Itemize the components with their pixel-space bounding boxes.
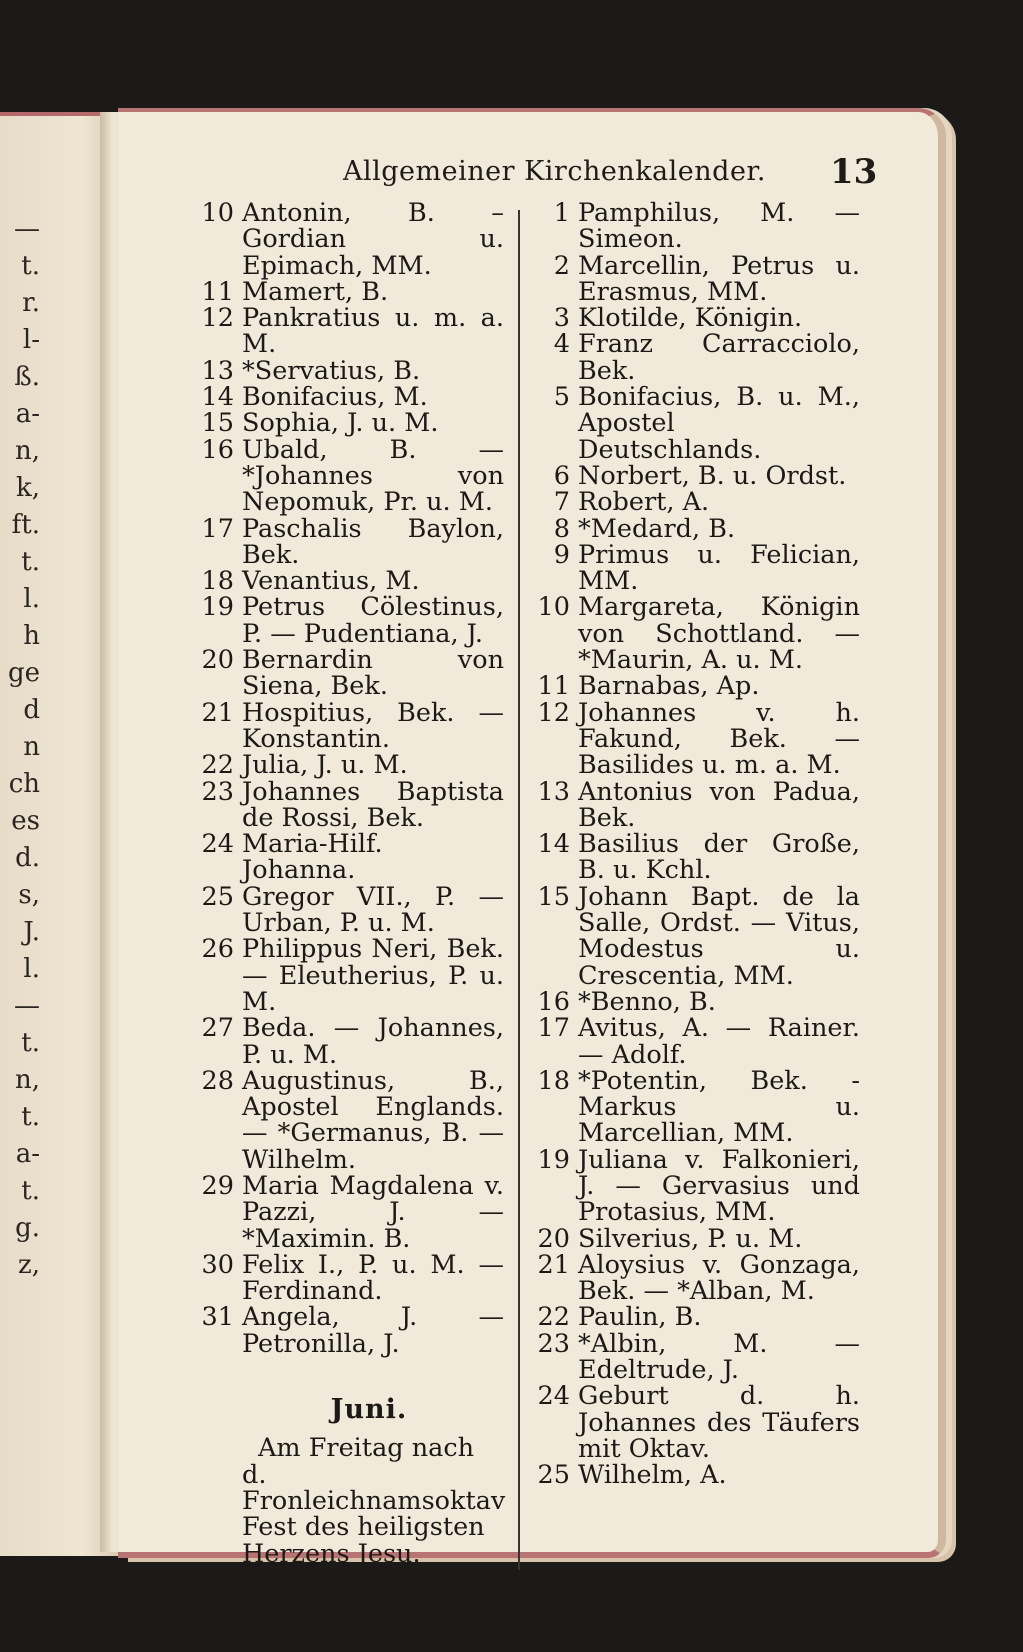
saint-names: Gregor VII., P. — Urban, P. u. M. bbox=[242, 881, 504, 939]
calendar-entry bbox=[530, 1065, 860, 1149]
saint-names: Robert, A. bbox=[578, 487, 710, 518]
day-number: 19 bbox=[201, 592, 234, 623]
day-number: 10 bbox=[201, 198, 234, 228]
day-number: 8 bbox=[553, 513, 570, 544]
calendar-entry bbox=[530, 1328, 860, 1386]
calendar-entry bbox=[530, 1223, 860, 1254]
saint-names: Basilius der Große, B. u. Kchl. bbox=[578, 829, 860, 886]
calendar-entry bbox=[530, 1144, 860, 1228]
day-number: 23 bbox=[201, 776, 234, 807]
page-number: 13 bbox=[830, 152, 878, 192]
saint-names: Paschalis Baylon, Bek. bbox=[242, 513, 504, 570]
saint-names: Philippus Neri, Bek. — Eleutherius, P. u. M. bbox=[242, 934, 504, 1017]
saint-names: Angela, J. — Petronilla, J. bbox=[242, 1302, 504, 1359]
day-number: 2 bbox=[553, 250, 570, 281]
calendar-entry bbox=[530, 250, 860, 307]
calendar-entry bbox=[194, 382, 504, 413]
saint-names: Primus u. Felician, MM. bbox=[578, 539, 860, 597]
calendar-entry bbox=[194, 434, 504, 518]
saint-names: *Potentin, Bek. - Markus u. Marcellian, MM. bbox=[578, 1065, 860, 1149]
calendar-entry bbox=[194, 276, 504, 307]
saint-names: Bonifacius, M. bbox=[242, 382, 428, 413]
day-number: 12 bbox=[537, 697, 570, 728]
calendar-entry bbox=[530, 1249, 860, 1307]
margin-fragment: t. bbox=[21, 1102, 40, 1132]
saint-names: Silverius, P. u. M. bbox=[578, 1223, 803, 1254]
day-number: 16 bbox=[537, 986, 570, 1017]
day-number: 23 bbox=[537, 1328, 570, 1359]
margin-fragment: es bbox=[11, 806, 40, 836]
calendar-entry bbox=[194, 647, 504, 700]
day-number: 4 bbox=[553, 329, 570, 360]
saint-names: Wilhelm, A. bbox=[578, 1460, 727, 1491]
calendar-entry bbox=[194, 594, 504, 647]
saint-names: Paulin, B. bbox=[578, 1302, 702, 1333]
day-number: 24 bbox=[201, 829, 234, 860]
day-number: 20 bbox=[537, 1223, 570, 1254]
month-title-june: Juni. bbox=[330, 1394, 408, 1426]
day-number: 6 bbox=[553, 460, 570, 491]
calendar-entry bbox=[530, 513, 860, 544]
calendar-entry bbox=[194, 750, 504, 781]
left-page-fragments bbox=[0, 116, 40, 1651]
margin-fragment: a- bbox=[15, 399, 40, 429]
page-header: Allgemeiner Kirchenkalender. bbox=[343, 156, 766, 187]
calendar-entry bbox=[530, 303, 860, 334]
day-number: 22 bbox=[201, 750, 234, 781]
margin-fragment: t. bbox=[21, 1028, 40, 1058]
saint-names: Johann Bapt. de la Salle, Ordst. — Vitus, Modestus u. Crescentia, MM. bbox=[578, 881, 860, 991]
may-column bbox=[194, 200, 504, 1567]
calendar-entry bbox=[530, 331, 860, 384]
margin-fragment: s, bbox=[18, 880, 40, 910]
margin-fragment: ch bbox=[8, 769, 40, 799]
saint-names: Mamert, B. bbox=[242, 276, 389, 307]
margin-fragment: t. bbox=[21, 547, 40, 577]
saint-names: Avitus, A. — Rainer. — Adolf. bbox=[578, 1013, 860, 1070]
day-number: 12 bbox=[201, 303, 234, 334]
margin-fragment: l. bbox=[23, 954, 40, 984]
calendar-entry bbox=[530, 460, 860, 491]
saint-names: Beda. — Johannes, P. u. M. bbox=[242, 1013, 504, 1070]
calendar-entry bbox=[194, 305, 504, 358]
saint-names: Felix I., P. u. M. — Ferdinand. bbox=[242, 1249, 504, 1307]
day-number: 18 bbox=[201, 566, 234, 597]
saint-names: Norbert, B. u. Ordst. bbox=[578, 460, 847, 491]
day-number: 26 bbox=[201, 934, 234, 965]
margin-fragment: r. bbox=[22, 288, 40, 318]
day-number: 30 bbox=[201, 1249, 234, 1280]
day-number: 15 bbox=[201, 408, 234, 439]
calendar-entry bbox=[194, 1304, 504, 1357]
saint-names: Venantius, M. bbox=[242, 566, 420, 597]
calendar-entry bbox=[194, 831, 504, 884]
day-number: 17 bbox=[537, 1013, 570, 1044]
margin-fragment: h bbox=[23, 621, 40, 651]
day-number: 24 bbox=[537, 1381, 570, 1412]
margin-fragment: z, bbox=[18, 1250, 40, 1280]
calendar-entry bbox=[530, 200, 860, 253]
calendar-entry bbox=[530, 384, 860, 463]
saint-names: Johannes Baptista de Rossi, Bek. bbox=[242, 776, 504, 833]
saint-names: Hospitius, Bek. — Konstantin. bbox=[242, 697, 504, 754]
saint-names: Maria-Hilf. Johanna. bbox=[242, 829, 383, 886]
saint-names: Klotilde, Königin. bbox=[578, 303, 803, 334]
calendar-entry bbox=[530, 487, 860, 518]
saint-names: *Albin, M. — Edeltrude, J. bbox=[578, 1328, 860, 1386]
margin-fragment: g. bbox=[15, 1213, 40, 1243]
calendar-entry bbox=[530, 1460, 860, 1491]
margin-fragment: t. bbox=[21, 1176, 40, 1206]
margin-fragment: — bbox=[14, 991, 40, 1021]
day-number: 28 bbox=[201, 1065, 234, 1096]
day-number: 19 bbox=[537, 1144, 570, 1175]
saint-names: *Medard, B. bbox=[578, 513, 736, 544]
day-number: 21 bbox=[201, 697, 234, 728]
margin-fragment: d bbox=[23, 695, 40, 725]
calendar-entry bbox=[194, 513, 504, 570]
saint-names: Augustinus, B., Apostel Englands. — *Germanus, B. — Wilhelm. bbox=[242, 1065, 504, 1175]
calendar-entry bbox=[530, 671, 860, 702]
margin-fragment: t. bbox=[21, 251, 40, 281]
day-number: 15 bbox=[537, 881, 570, 912]
saint-names: Petrus Cölestinus, P. — Pudentiana, J. bbox=[242, 592, 504, 649]
calendar-entry bbox=[530, 539, 860, 597]
saint-names: Pankratius u. m. a. M. bbox=[242, 303, 504, 360]
calendar-entry bbox=[530, 1302, 860, 1333]
calendar-entry bbox=[194, 776, 504, 833]
day-number: 11 bbox=[537, 671, 570, 702]
saint-names: Antonius von Padua, Bek. bbox=[578, 776, 860, 833]
day-number: 1 bbox=[553, 198, 570, 228]
saint-names: Ubald, B. — *Johannes von Nepomuk, Pr. u. M. bbox=[242, 434, 504, 518]
saint-names: Franz Carracciolo, Bek. bbox=[578, 329, 860, 386]
calendar-entry bbox=[530, 776, 860, 833]
day-number: 31 bbox=[201, 1302, 234, 1333]
day-number: 3 bbox=[553, 303, 570, 334]
saint-names: Geburt d. h. Johannes des Täufers mit Oktav. bbox=[578, 1381, 860, 1464]
saint-names: Barnabas, Ap. bbox=[578, 671, 760, 702]
day-number: 20 bbox=[201, 645, 234, 676]
calendar-entry bbox=[530, 831, 860, 884]
calendar-entry bbox=[194, 1170, 504, 1254]
saint-names: Bonifacius, B. u. M., Apostel Deutschlands. bbox=[578, 382, 860, 465]
calendar-entry bbox=[530, 697, 860, 781]
margin-fragment: ft. bbox=[11, 510, 40, 540]
saint-names: Juliana v. Falkonieri, J. — Gervasius und Protasius, MM. bbox=[578, 1144, 860, 1228]
calendar-entry bbox=[194, 408, 504, 439]
calendar-entry bbox=[194, 200, 504, 279]
saint-names: Bernardin von Siena, Bek. bbox=[242, 645, 504, 702]
margin-fragment: ß. bbox=[14, 362, 40, 392]
margin-fragment: n bbox=[23, 732, 40, 762]
saint-names: Margareta, Königin von Schottland. — *Maurin, A. u. M. bbox=[578, 592, 860, 676]
margin-fragment: n, bbox=[14, 436, 40, 466]
day-number: 5 bbox=[553, 382, 570, 413]
calendar-entry bbox=[194, 881, 504, 939]
calendar-entry bbox=[194, 1015, 504, 1068]
saint-names: Julia, J. u. M. bbox=[242, 750, 408, 781]
margin-fragment: — bbox=[14, 214, 40, 244]
day-number: 21 bbox=[537, 1249, 570, 1280]
day-number: 17 bbox=[201, 513, 234, 544]
margin-fragment: J. bbox=[23, 917, 40, 947]
day-number: 22 bbox=[537, 1302, 570, 1333]
saint-names: *Servatius, B. bbox=[242, 355, 421, 386]
margin-fragment: l. bbox=[23, 584, 40, 614]
day-number: 14 bbox=[537, 829, 570, 860]
day-number: 25 bbox=[537, 1460, 570, 1491]
day-number: 29 bbox=[201, 1170, 234, 1201]
margin-fragment: n, bbox=[14, 1065, 40, 1095]
saint-names: Johannes v. h. Fakund, Bek. — Basilides u. m. a. M. bbox=[578, 697, 860, 781]
day-number: 11 bbox=[201, 276, 234, 307]
calendar-entry bbox=[530, 881, 860, 991]
day-number: 18 bbox=[537, 1065, 570, 1096]
day-number: 13 bbox=[537, 776, 570, 807]
day-number: 7 bbox=[553, 487, 570, 518]
saint-names: *Benno, B. bbox=[578, 986, 716, 1017]
calendar-entry bbox=[530, 1383, 860, 1462]
calendar-entry bbox=[530, 592, 860, 676]
margin-fragment: a- bbox=[15, 1139, 40, 1169]
calendar-entry bbox=[530, 986, 860, 1017]
calendar-entry bbox=[194, 355, 504, 386]
saint-names: Antonin, B. – Gordian u. Epimach, MM. bbox=[242, 198, 504, 281]
june-column bbox=[530, 200, 860, 1489]
day-number: 27 bbox=[201, 1013, 234, 1044]
day-number: 14 bbox=[201, 382, 234, 413]
column-divider bbox=[518, 210, 520, 1570]
saint-names: Pamphilus, M. — Simeon. bbox=[578, 198, 860, 255]
calendar-entry bbox=[194, 697, 504, 754]
saint-names: Aloysius v. Gonzaga, Bek. — *Alban, M. bbox=[578, 1249, 860, 1307]
calendar-entry bbox=[530, 1015, 860, 1068]
calendar-entry bbox=[194, 1249, 504, 1307]
calendar-entry bbox=[194, 1065, 504, 1175]
day-number: 10 bbox=[537, 592, 570, 623]
saint-names: Maria Magdalena v. Pazzi, J. — *Maximin. B. bbox=[242, 1170, 504, 1254]
calendar-page bbox=[118, 108, 946, 1569]
margin-fragment: ge bbox=[7, 658, 40, 688]
margin-fragment: d. bbox=[15, 843, 40, 873]
calendar-entry bbox=[194, 566, 504, 597]
margin-fragment: k, bbox=[15, 473, 40, 503]
day-number: 25 bbox=[201, 881, 234, 912]
calendar-entry bbox=[194, 936, 504, 1015]
day-number: 9 bbox=[553, 539, 570, 570]
saint-names: Sophia, J. u. M. bbox=[242, 408, 439, 439]
saint-names: Marcellin, Petrus u. Erasmus, MM. bbox=[578, 250, 860, 307]
margin-fragment: l- bbox=[22, 325, 40, 355]
day-number: 16 bbox=[201, 434, 234, 465]
day-number: 13 bbox=[201, 355, 234, 386]
june-feast-note: Am Freitag nach d. Fronleichnamsoktav Fest des heiligsten Herzens Jesu. bbox=[242, 1433, 506, 1569]
